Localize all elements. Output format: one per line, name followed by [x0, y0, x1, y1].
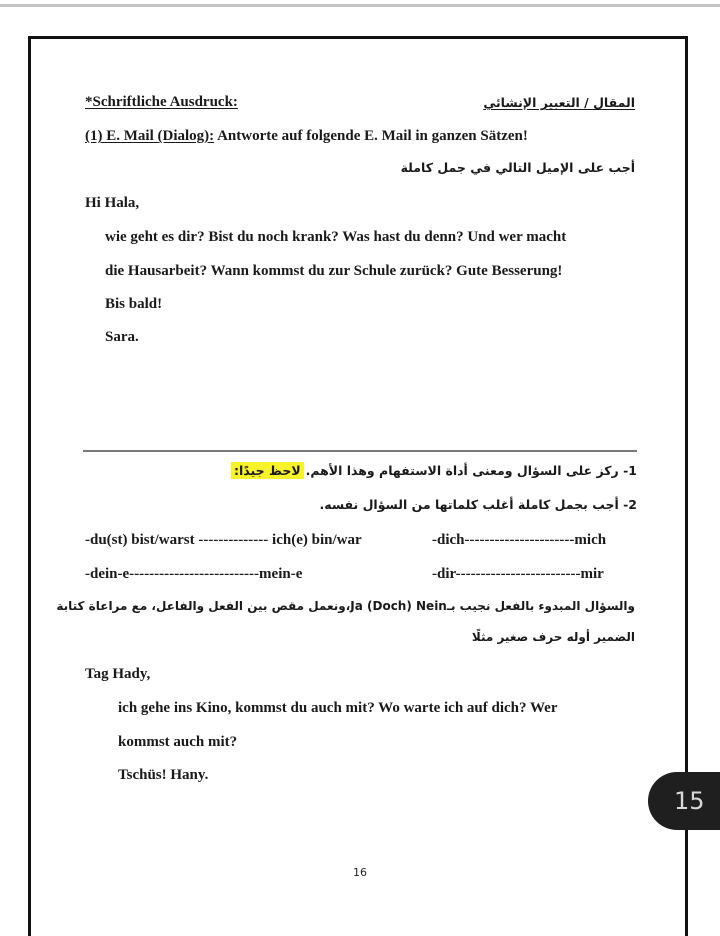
pair-dashes: --------------------------	[129, 566, 260, 582]
pronoun-pair	[85, 532, 362, 549]
pair-dashes: ----------------------	[464, 532, 575, 548]
section-divider	[83, 450, 637, 452]
section-title-ar: المقال / التعبير الإنشائي	[483, 95, 635, 110]
email2-line: kommst auch mit?	[118, 734, 238, 750]
printed-page-number: 16	[353, 866, 367, 879]
pair-from: -dir	[432, 566, 456, 582]
pair-dashes: --------------	[194, 532, 273, 548]
task-instruction-ar: أجب على الإميل التالي في جمل كاملة	[400, 160, 635, 175]
pair-to: ich(e) bin/war	[272, 532, 362, 548]
pair-to: mich	[574, 532, 607, 548]
pronoun-pair	[432, 566, 604, 583]
pair-from: -dein-e	[85, 566, 130, 582]
task-line	[85, 128, 528, 145]
section-title-de: *Schriftliche Ausdruck:	[85, 94, 238, 110]
email1-signature: Sara.	[105, 329, 139, 345]
task-instruction-de: Antworte auf folgende E. Mail in ganzen Sätzen!	[214, 128, 528, 144]
viewer-top-bar	[0, 4, 720, 7]
email2-signature: Tschüs! Hany.	[118, 767, 209, 783]
yes-no-note-line1: والسؤال المبدوء بالفعل نجيب بـJa (Doch) Nein،ونعمل مقص بين الفعل والفاعل، مع مراعاة كتابة	[56, 599, 635, 613]
email1-line: Bis bald!	[105, 296, 163, 312]
tip-1: 1- ركز على السؤال ومعنى أداة الاستفهام وهذا الأهم.	[305, 463, 637, 478]
pronoun-pair	[85, 566, 302, 583]
pronoun-pair	[432, 532, 606, 549]
email2-greeting: Tag Hady,	[85, 666, 151, 682]
pair-from: -du(st) bist/warst	[85, 532, 195, 548]
page-indicator-badge[interactable]	[648, 772, 720, 830]
pair-to: mein-e	[259, 566, 303, 582]
pair-to: mir	[580, 566, 604, 582]
email1-greeting: Hi Hala,	[85, 195, 140, 211]
pair-dashes: -------------------------	[455, 566, 581, 582]
attention-highlight: لاحظ جيدًا:	[231, 462, 304, 479]
pair-from: -dich	[432, 532, 465, 548]
email1-line: die Hausarbeit? Wann kommst du zur Schule zurück? Gute Besserung!	[105, 263, 563, 279]
yes-no-note-line2: الضمير أوله حرف صغير مثلًا	[471, 630, 635, 644]
email2-line: ich gehe ins Kino, kommst du auch mit? Wo warte ich auf dich? Wer	[118, 700, 558, 716]
attention-label	[231, 463, 304, 478]
task-label: (1) E. Mail (Dialog):	[85, 128, 215, 144]
page-indicator-number: 15	[674, 787, 705, 815]
email1-line: wie geht es dir? Bist du noch krank? Was hast du denn? Und wer macht	[105, 229, 567, 245]
tip-2: 2- أجب بجمل كاملة أغلب كلماتها من السؤال نفسه.	[319, 497, 637, 512]
